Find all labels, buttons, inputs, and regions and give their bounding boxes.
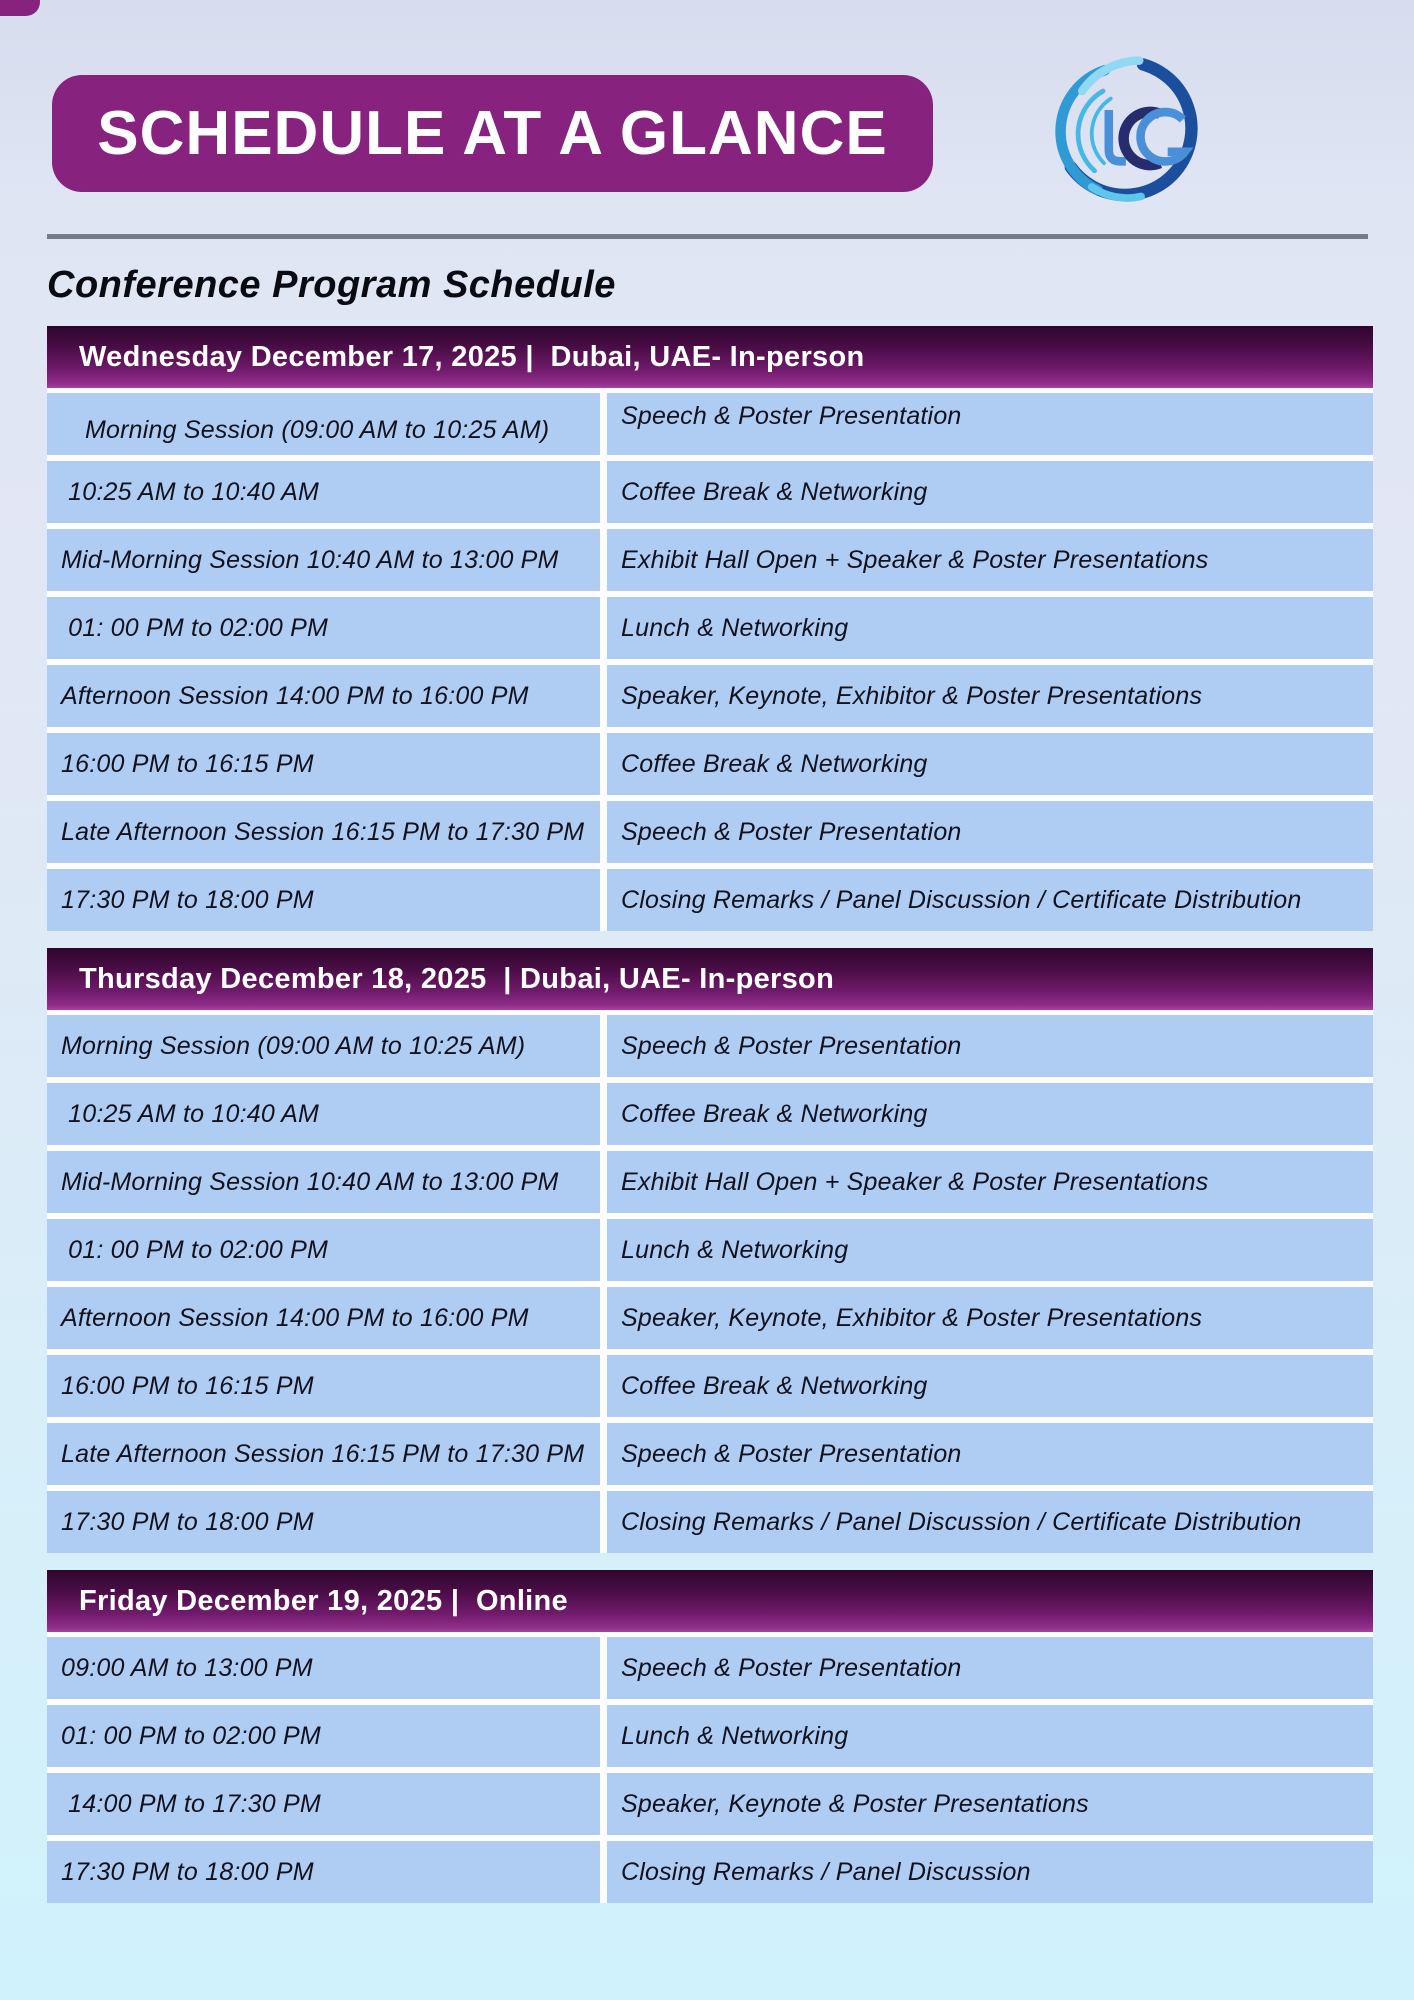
table-row xyxy=(47,461,1373,523)
table-row xyxy=(47,1491,1373,1553)
time-cell: 14:00 PM to 17:30 PM xyxy=(47,1773,600,1835)
time-cell: Late Afternoon Session 16:15 PM to 17:30 PM xyxy=(47,1423,600,1485)
section-header-date: Wednesday December 17, 2025 | Dubai, UAE- In-person xyxy=(79,340,865,373)
section-rows xyxy=(47,393,1373,931)
time-cell: Mid-Morning Session 10:40 AM to 13:00 PM xyxy=(47,1151,600,1213)
table-row xyxy=(47,1287,1373,1349)
table-row xyxy=(47,1355,1373,1417)
activity-cell: Exhibit Hall Open + Speaker & Poster Presentations xyxy=(607,529,1373,591)
table-row xyxy=(47,869,1373,931)
activity-cell: Coffee Break & Networking xyxy=(607,1355,1373,1417)
schedule-section xyxy=(47,948,1373,1553)
time-cell: 17:30 PM to 18:00 PM xyxy=(47,869,600,931)
time-cell: Morning Session (09:00 AM to 10:25 AM) xyxy=(47,393,600,455)
activity-cell: Lunch & Networking xyxy=(607,1705,1373,1767)
activity-cell: Lunch & Networking xyxy=(607,597,1373,659)
schedule-section xyxy=(47,326,1373,931)
time-cell: Late Afternoon Session 16:15 PM to 17:30 PM xyxy=(47,801,600,863)
activity-cell: Closing Remarks / Panel Discussion xyxy=(607,1841,1373,1903)
section-header xyxy=(47,326,1373,388)
page-title: Conference Program Schedule xyxy=(47,264,616,306)
activity-cell: Lunch & Networking xyxy=(607,1219,1373,1281)
lcg-logo-icon xyxy=(1048,48,1200,210)
time-cell: 09:00 AM to 13:00 PM xyxy=(47,1637,600,1699)
activity-cell: Closing Remarks / Panel Discussion / Certificate Distribution xyxy=(607,1491,1373,1553)
table-row xyxy=(47,733,1373,795)
activity-cell: Closing Remarks / Panel Discussion / Certificate Distribution xyxy=(607,869,1373,931)
time-cell: Afternoon Session 14:00 PM to 16:00 PM xyxy=(47,665,600,727)
divider-line xyxy=(47,234,1368,239)
time-cell: Mid-Morning Session 10:40 AM to 13:00 PM xyxy=(47,529,600,591)
time-cell: 16:00 PM to 16:15 PM xyxy=(47,733,600,795)
corner-decoration xyxy=(0,0,40,16)
table-row xyxy=(47,665,1373,727)
activity-cell: Speaker, Keynote & Poster Presentations xyxy=(607,1773,1373,1835)
time-cell: Morning Session (09:00 AM to 10:25 AM) xyxy=(47,1015,600,1077)
schedule-section xyxy=(47,1570,1373,1903)
table-row xyxy=(47,1773,1373,1835)
schedule-sections xyxy=(47,326,1373,1903)
section-rows xyxy=(47,1637,1373,1903)
activity-cell: Exhibit Hall Open + Speaker & Poster Presentations xyxy=(607,1151,1373,1213)
table-row xyxy=(47,801,1373,863)
time-cell: 10:25 AM to 10:40 AM xyxy=(47,1083,600,1145)
activity-cell: Coffee Break & Networking xyxy=(607,1083,1373,1145)
activity-cell: Speaker, Keynote, Exhibitor & Poster Presentations xyxy=(607,665,1373,727)
table-row xyxy=(47,1219,1373,1281)
time-cell: 01: 00 PM to 02:00 PM xyxy=(47,1219,600,1281)
time-cell: 17:30 PM to 18:00 PM xyxy=(47,1841,600,1903)
activity-cell: Speech & Poster Presentation xyxy=(607,801,1373,863)
section-rows xyxy=(47,1015,1373,1553)
time-cell: 10:25 AM to 10:40 AM xyxy=(47,461,600,523)
table-row xyxy=(47,1637,1373,1699)
banner-title: SCHEDULE AT A GLANCE xyxy=(97,99,888,168)
table-row xyxy=(47,1151,1373,1213)
section-header-date: Friday December 19, 2025 | Online xyxy=(79,1584,568,1617)
activity-cell: Speech & Poster Presentation xyxy=(607,1637,1373,1699)
table-row xyxy=(47,1423,1373,1485)
time-cell: 01: 00 PM to 02:00 PM xyxy=(47,1705,600,1767)
section-header xyxy=(47,948,1373,1010)
section-header-date: Thursday December 18, 2025 | Dubai, UAE- In-person xyxy=(79,962,835,995)
table-row xyxy=(47,1705,1373,1767)
time-cell: 17:30 PM to 18:00 PM xyxy=(47,1491,600,1553)
table-row xyxy=(47,529,1373,591)
activity-cell: Coffee Break & Networking xyxy=(607,461,1373,523)
activity-cell: Coffee Break & Networking xyxy=(607,733,1373,795)
activity-cell: Speech & Poster Presentation xyxy=(607,1423,1373,1485)
time-cell: 01: 00 PM to 02:00 PM xyxy=(47,597,600,659)
section-header xyxy=(47,1570,1373,1632)
time-cell: Afternoon Session 14:00 PM to 16:00 PM xyxy=(47,1287,600,1349)
activity-cell: Speaker, Keynote, Exhibitor & Poster Presentations xyxy=(607,1287,1373,1349)
table-row xyxy=(47,393,1373,455)
activity-cell: Speech & Poster Presentation xyxy=(607,393,1373,455)
logo-light-arc xyxy=(1082,61,1139,91)
activity-cell: Speech & Poster Presentation xyxy=(607,1015,1373,1077)
table-row xyxy=(47,1083,1373,1145)
table-row xyxy=(47,1015,1373,1077)
logo-letter-g xyxy=(1141,112,1185,161)
title-banner xyxy=(52,75,933,192)
table-row xyxy=(47,1841,1373,1903)
table-row xyxy=(47,597,1373,659)
time-cell: 16:00 PM to 16:15 PM xyxy=(47,1355,600,1417)
